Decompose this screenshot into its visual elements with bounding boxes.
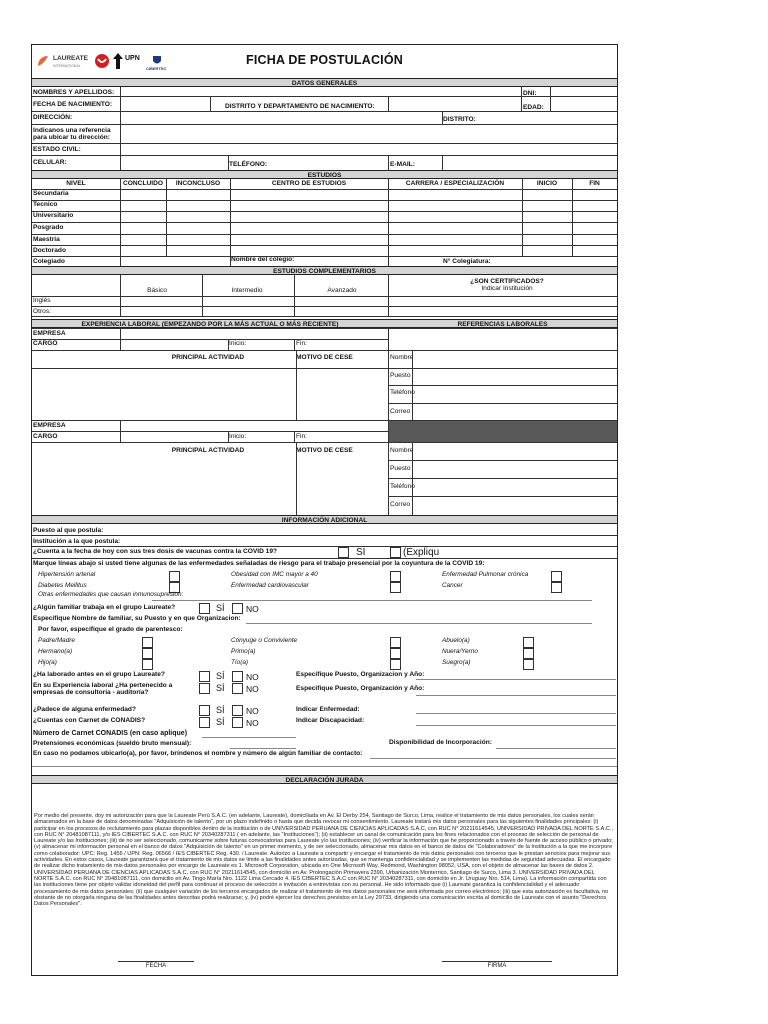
- label-vacunas: ¿Cuenta a la fecha de hoy con sus tres dosis de vacunas contra la COVID 19?: [33, 548, 278, 555]
- label-cargo-1: CARGO: [33, 340, 58, 347]
- tio-checkbox[interactable]: [390, 659, 401, 670]
- row-secundaria: Secundaria: [33, 190, 69, 197]
- par-padre: Padre/Madre: [38, 637, 75, 644]
- conadis-si-label: SÍ: [216, 717, 225, 727]
- label-inicio-1: Inicio:: [229, 340, 247, 347]
- label-cargo-2: CARGO: [33, 433, 58, 440]
- col-concluido: CONCLUIDO: [123, 180, 163, 187]
- laborado-si-label: SÍ: [216, 671, 225, 681]
- label-estado-civil: ESTADO CIVIL:: [33, 146, 81, 153]
- laureate-logo-text: LAUREATE: [53, 55, 88, 62]
- enf-otras: Otras enfermedades que causan inmunosupresion:: [38, 591, 184, 598]
- row-ingles: Inglés: [33, 297, 51, 304]
- label-edad: EDAD:: [523, 104, 544, 111]
- hipertension-checkbox[interactable]: [169, 571, 180, 582]
- padece-si-checkbox[interactable]: [199, 705, 210, 716]
- label-referencia-1: Indicanos una referencia: [33, 127, 111, 134]
- vacunas-no-checkbox[interactable]: [390, 547, 401, 558]
- label-motivo-2: MOTIVO DE CESE: [296, 447, 353, 454]
- label-fin-2: Fin:: [296, 433, 307, 440]
- row-posgrado: Posgrado: [33, 224, 64, 231]
- cibertec-logo-text: CIBERTEC: [146, 66, 167, 71]
- cardiovascular-checkbox[interactable]: [390, 582, 401, 593]
- label-inicio-2: Inicio:: [229, 433, 247, 440]
- label-esp-puesto-1: Especifique Puesto, Organizacion y Año:: [296, 671, 425, 678]
- padece-no-checkbox[interactable]: [232, 705, 243, 716]
- row-maestria: Maestria: [33, 236, 60, 243]
- vacunas-si-checkbox[interactable]: [338, 547, 349, 558]
- par-tio: Tío(a): [231, 659, 249, 666]
- hijo-checkbox[interactable]: [142, 659, 153, 670]
- suegro-checkbox[interactable]: [523, 659, 534, 670]
- form-title: FICHA DE POSTULACIÓN: [245, 53, 403, 67]
- laborado-no-checkbox[interactable]: [232, 671, 243, 682]
- col-basico: Básico: [147, 287, 167, 294]
- par-primo: Primo(a): [231, 648, 256, 655]
- ref-puesto-2: Puesto: [390, 465, 411, 472]
- familiar-si-checkbox[interactable]: [199, 603, 210, 614]
- col-carrera: CARRERA / ESPECIALIZACIÓN: [405, 180, 505, 187]
- application-form: [31, 44, 618, 976]
- enf-cancer: Cancer: [442, 582, 463, 589]
- obesidad-checkbox[interactable]: [390, 571, 401, 582]
- label-esp-puesto-2: Especifique Puesto, Organización y Año:: [296, 685, 425, 692]
- familiar-no-label: NO: [246, 604, 259, 614]
- col-institucion: Indicar Institución: [481, 285, 533, 292]
- par-suegro: Suegro(a): [442, 659, 471, 666]
- label-institucion: Institución a la que postula:: [33, 538, 121, 545]
- label-padece: ¿Padece de alguna enfermedad?: [33, 706, 136, 713]
- label-laborado: ¿Ha laborado antes en el grupo Laureate?: [33, 671, 165, 678]
- label-actividad-1: PRINCIPAL ACTIVIDAD: [171, 354, 245, 361]
- enf-obesidad: Obesidad con IMC mayor a 40: [231, 571, 318, 578]
- padre-checkbox[interactable]: [142, 637, 153, 648]
- ref-telefono-2: Teléfono: [390, 483, 415, 490]
- enf-diabetes: Diabetes Mellitus: [38, 582, 87, 589]
- label-empresa-2: EMPRESA: [33, 422, 66, 429]
- ref-correo-2: Correo: [390, 501, 411, 508]
- familiar-si-label: SÍ: [216, 603, 225, 613]
- par-nuera: Nuera/Yerno: [442, 648, 478, 655]
- label-distrito-nacimiento: DISTRITO Y DEPARTAMENTO DE NACIMIENTO:: [225, 103, 375, 110]
- label-nombres: NOMBRES Y APELLIDOS:: [33, 89, 115, 96]
- label-fin-1: Fin:: [296, 340, 307, 347]
- row-otros: Otros:: [33, 308, 51, 315]
- par-hermano: Hermano(a): [38, 648, 73, 655]
- label-direccion: DIRECCIÓN:: [33, 114, 73, 121]
- conadis-no-checkbox[interactable]: [232, 717, 243, 728]
- label-indicar-discapacidad: Indicar Discapacidad:: [296, 717, 365, 724]
- par-abuelo: Abuelo(a): [442, 637, 470, 644]
- par-conyuge: Cónyuge o Conviviente: [231, 637, 298, 644]
- label-actividad-2: PRINCIPAL ACTIVIDAD: [171, 447, 245, 454]
- label-telefono: TELÉFONO:: [229, 161, 268, 168]
- laureate-logo-subtext: INTERNATIONAL: [53, 64, 81, 68]
- row-tecnico: Tecnico: [33, 201, 58, 208]
- col-centro: CENTRO DE ESTUDIOS: [271, 180, 347, 187]
- label-fecha-nacimiento: FECHA DE NACIMIENTO:: [33, 101, 113, 108]
- label-especifique-familiar: Especifique Nombre de familiar, su Puesto y en que Organizacion:: [33, 615, 241, 622]
- ref-nombre-2: Nombre: [390, 447, 414, 454]
- ref-correo-1: Correo: [390, 408, 411, 415]
- label-dni: DNI:: [523, 90, 537, 97]
- label-referencia-2: para ubicar tu dirección:: [33, 134, 110, 141]
- conadis-si-checkbox[interactable]: [199, 717, 210, 728]
- label-email: E-MAIL:: [390, 161, 415, 168]
- section-datos-generales: DATOS GENERALES: [32, 78, 617, 87]
- familiar-no-checkbox[interactable]: [232, 603, 243, 614]
- conyuge-checkbox[interactable]: [390, 637, 401, 648]
- col-intermedio: Intermedio: [231, 287, 263, 294]
- label-fecha: FECHA: [145, 963, 167, 969]
- conadis-no-label: NO: [246, 718, 259, 728]
- label-indicar-enfermedad: Indicar Enfermedad:: [296, 706, 360, 713]
- laborado-si-checkbox[interactable]: [199, 671, 210, 682]
- hermano-checkbox[interactable]: [142, 648, 153, 659]
- enf-hipertension: Hipertensión arterial: [38, 571, 96, 578]
- declaration-text: Por medio del presente, doy mi autorización para que la Laureate Perú S.A.C. (en adelante, Laureate), domiciliada en Av. El Derby 254, Santiago de Surco, Lima, realice el tratamiento de mis datos personales, los cuales serán almacenados en la base de datos denominadas "Adquisición de talento", por un plazo indefinido o hasta que decida revocar mi consentimiento. Laureate tratará mis datos personales para las siguientes finalidades principales: (i) participar en los procesos de reclutamiento para plazas disponibles dentro de la institución o de UNIVERSIDAD PERUANA DE CIENCIAS APLICADAS S.A.C, con RUC N° 20211614545, UNIVERSIDAD PRIVADA DEL NORTE S.A.C., con RUC N° 20481087111, y/o IES CIBERTEC S.A.C. con RUC N° 20340287311 ( en adelante, las "Instituciones"); (ii) establecer un canal de comunicación para los fines relacionados con el proceso de selección de personal de Laureate y/o las Instituciones; (iii) de no ser seleccionado, comunicarme sobre futuras convocatorias para Laureate y/o las Instituciones; (iv) verificar la información que he proporcionado a través de fuente de acceso público o privado; (v) almacenar mi información personal en el banco de datos "Adquisición de talento" en un primer momento, y de ser seleccionado, almacenar mis datos en el banco de datos de "Colaboradores" de la Institución a la que me incorpore como colaborador: UPC: Reg. 1456 / UPN: Reg. 06566 / IES CIBERTEC Reg. 430. / Laureate. Autorizo a Laureate a compartir y encargar el tratamiento de mis datos personales con terceros que le prestan servicios para mejorar sus actividades. En estos casos, Laureate garantizará que el tratamiento de mis datos se limite a las finalidades antes autorizadas, que se mantenga confidencialidad y se implementen las medidas de seguridad adecuadas. El encargado de realizar dicho tratamiento de mis datos personales por encargo de Laureate es 1. Microsoft Corporation, ubicada en One Microsoft Way, Redmond, Washington 98052, USA, con el objeto de almacenar las bases de datos 2. UNIVERSIDAD PERUANA DE CIENCIAS APLICADAS S.A.C, con RUC N° 20211614545, con domicilio en Av. Prolongación Primavera 2390, Urbanización Monterrico, Santiago de Surco, Lima 3. UNIVERSIDAD PRIVADA DEL NORTE S.A.C. con RUC N° 20481087111, con domicilio en Av. Tingo María Nro. 1122 Lima Cercado 4. IES CIBERTEC S.A.C con RUC N° 20340287311, con domicilio en Jr. Uruguay Nro. 514, Lima). La información compartida con las instituciones tiene por objeto validar idoneidad del perfil para continuar el proceso de selección e invitación a entrevistas con su personal. He sido informado que (i) Laureate garantiza la confidencialidad y el adecuado procesamiento de mis datos personales; (ii) que cualquier variación de los terceros encargados de realizar el tratamiento de mis datos personales me será informada por correo electrónico; (iii) que esta autorización es facultativa, no obstante de no otorgarla ninguna de las finalidades antes descritas podrá realizarse; y, (iv) podré ejercer los derechos previstos en la Ley 29733, dirigiendo una comunicación escrita al domicilio de Laureate con el asunto "Derechos Datos Personales".: [34, 813, 614, 908]
- label-familiar: ¿Algún familiar trabaja en el grupo Laureate?: [33, 604, 176, 611]
- label-numero-conadis: Número de Carnet CONADIS (en caso aplique): [33, 730, 188, 737]
- section-estudios: ESTUDIOS: [32, 170, 617, 179]
- label-marque: Marque líneas abajo si usted tiene algunas de las enfermedades señaladas de riesgo para el trabajo presencial por la coyuntura de la COVID 19:: [33, 560, 485, 567]
- label-disponibilidad: Disponibilidad de Incorporación:: [389, 739, 492, 746]
- enf-cardiovascular: Enfermedad cardiovascular: [231, 582, 309, 589]
- ref-telefono-1: Teléfono: [390, 389, 415, 396]
- label-conadis: ¿Cuentas con Carnet de CONADIS?: [33, 717, 146, 724]
- label-motivo-1: MOTIVO DE CESE: [296, 354, 353, 361]
- row-universitario: Universitario: [33, 212, 74, 219]
- col-fin: FIN: [589, 180, 600, 187]
- row-doctorado: Doctorado: [33, 247, 66, 254]
- upn-logo-text: UPN: [125, 55, 140, 62]
- label-firma: FIRMA: [487, 963, 507, 969]
- cancer-checkbox[interactable]: [551, 582, 562, 593]
- row-colegiado: Colegiado: [33, 258, 65, 265]
- pulmonar-checkbox[interactable]: [551, 571, 562, 582]
- consultoria-no-checkbox[interactable]: [232, 683, 243, 694]
- label-colegiatura: N° Colegiatura:: [443, 258, 491, 265]
- label-nombre-colegio: Nombre del colegio:: [231, 256, 295, 263]
- section-referencias: REFERENCIAS LABORALES: [388, 319, 617, 328]
- consultoria-no-label: NO: [246, 684, 259, 694]
- col-avanzado: Avanzado: [327, 287, 357, 294]
- label-consultoria-1: En su Experiencia laboral ¿Ha pertenecido a: [33, 682, 173, 689]
- vacunas-si-label: SÍ: [356, 547, 366, 558]
- ref-nombre-1: Nombre: [390, 354, 414, 361]
- label-empresa-1: EMPRESA: [33, 330, 66, 337]
- primo-checkbox[interactable]: [390, 648, 401, 659]
- label-consultoria-2: empresas de consultoría - auditoría?: [33, 689, 149, 696]
- ref-puesto-1: Puesto: [390, 372, 411, 379]
- label-pretensiones: Pretensiones económicas (sueldo bruto mensual):: [33, 740, 192, 747]
- nuera-checkbox[interactable]: [523, 648, 534, 659]
- label-puesto-postula: Puesto al que postula:: [33, 527, 104, 534]
- section-declaracion: DECLARACIÓN JURADA: [32, 775, 617, 784]
- vacunas-expliqu-label: (Expliqu: [403, 547, 440, 558]
- consultoria-si-checkbox[interactable]: [199, 683, 210, 694]
- padece-no-label: NO: [246, 706, 259, 716]
- section-adicional: INFORMACIÓN ADICIONAL: [32, 515, 617, 524]
- padece-si-label: SÍ: [216, 705, 225, 715]
- abuelo-checkbox[interactable]: [523, 637, 534, 648]
- col-nivel: NIVEL: [66, 180, 86, 187]
- col-certificados: ¿SON CERTIFICADOS?: [470, 278, 544, 285]
- enf-pulmonar: Enfermedad Pulmonar crónica: [442, 571, 529, 578]
- laborado-no-label: NO: [246, 672, 259, 682]
- section-experiencia: EXPERIENCIA LABORAL (EMPEZANDO POR LA MÁS ACTUAL O MÁS RECIENTE): [32, 319, 388, 328]
- label-parentesco: Por favor, especifique el grado de parentesco:: [38, 626, 183, 633]
- par-hijo: Hijo(a): [38, 659, 57, 666]
- label-celular: CELULAR:: [33, 159, 67, 166]
- label-contacto: En caso no podamos ubicarlo(a), por favor, bríndenos el nombre y número de algún familiar de contacto:: [33, 750, 363, 757]
- section-complementarios: ESTUDIOS COMPLEMENTARIOS: [32, 266, 617, 275]
- consultoria-si-label: SÍ: [216, 683, 225, 693]
- col-inconcluso: INCONCLUSO: [175, 180, 221, 187]
- reference-shaded-cell: [389, 421, 617, 442]
- label-distrito: DISTRITO:: [443, 116, 476, 123]
- col-inicio: INICIO: [536, 180, 558, 187]
